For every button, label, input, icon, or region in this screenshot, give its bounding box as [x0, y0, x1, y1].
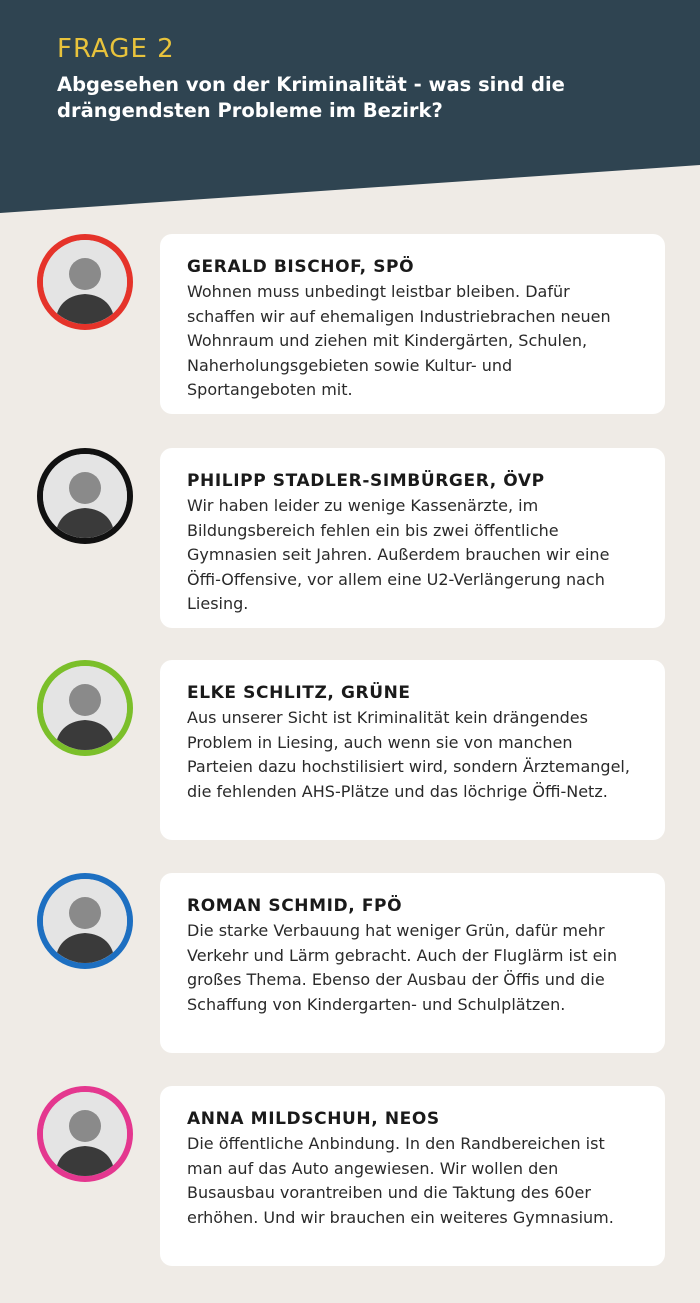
portrait-avatar: [37, 873, 133, 969]
candidate-name: ANNA MILDSCHUH, NEOS: [187, 1109, 440, 1129]
entry-ovp: [0, 448, 700, 628]
candidate-name: ROMAN SCHMID, FPÖ: [187, 896, 403, 916]
portrait-avatar: [37, 448, 133, 544]
question-number: FRAGE 2: [57, 34, 175, 64]
candidate-name: GERALD BISCHOF, SPÖ: [187, 257, 415, 277]
candidate-name: ELKE SCHLITZ, GRÜNE: [187, 683, 411, 703]
candidate-answer: Die starke Verbauung hat weniger Grün, dafür mehr Verkehr und Lärm gebracht. Auch der Fluglärm ist ein großes Thema. Ebenso der Ausbau der Öffis und die Schaffung von Kindergarten- und Schulplätzen.: [187, 921, 618, 1014]
candidate-answer: Wir haben leider zu wenige Kassenärzte, im Bildungsbereich fehlen ein bis zwei öffentliche Gymnasien seit Jahren. Außerdem brauchen wir eine Öffi-Offensive, vor allem eine U2-Verlängerung nach Liesing.: [187, 496, 610, 613]
answer-card: [160, 448, 665, 628]
entry-grune: [0, 660, 700, 840]
entry-neos: [0, 1086, 700, 1266]
portrait-avatar: [37, 660, 133, 756]
answer-card: [160, 1086, 665, 1266]
entry-fpo: [0, 873, 700, 1053]
candidate-answer: Die öffentliche Anbindung. In den Randbereichen ist man auf das Auto angewiesen. Wir wollen den Busausbau vorantreiben und die Taktung des 60er erhöhen. Und wir brauchen ein weiteres Gymnasium.: [187, 1134, 614, 1227]
candidate-answer: Wohnen muss unbedingt leistbar bleiben. Dafür schaffen wir auf ehemaligen Industriebrachen neuen Wohnraum und ziehen mit Kindergärten, Schulen, Naherholungsgebieten sowie Kultur- und Sportangeboten mit.: [187, 282, 611, 399]
answer-card: [160, 660, 665, 840]
candidate-answer: Aus unserer Sicht ist Kriminalität kein drängendes Problem in Liesing, auch wenn sie von manchen Parteien dazu hochstilisiert wird, sondern Ärztemangel, die fehlenden AHS-Plätze und das löchrige Öffi-Netz.: [187, 708, 630, 801]
answer-card: [160, 873, 665, 1053]
entry-spo: [0, 234, 700, 414]
portrait-avatar: [37, 1086, 133, 1182]
answer-card: [160, 234, 665, 414]
portrait-avatar: [37, 234, 133, 330]
question-title: Abgesehen von der Kriminalität - was sind die drängendsten Probleme im Bezirk?: [57, 73, 565, 122]
candidate-name: PHILIPP STADLER-SIMBÜRGER, ÖVP: [187, 471, 545, 491]
